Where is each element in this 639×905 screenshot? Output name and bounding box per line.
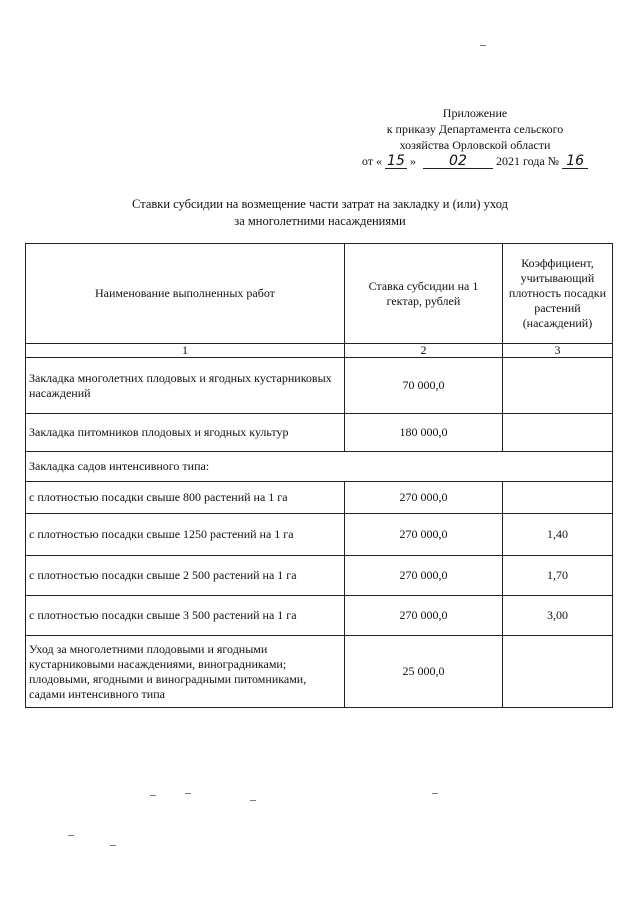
row-work-name: Закладка многолетних плодовых и ягодных кустарниковых насаждений [26,358,345,414]
row-rate: 270 000,0 [344,482,502,514]
row-work-name: с плотностью посадки свыше 800 растений на 1 га [26,482,345,514]
document-title-line2: за многолетними насаждениями [234,214,406,228]
date-prefix: от « [361,154,382,168]
row-rate: 25 000,0 [344,636,502,708]
row-coefficient: 3,00 [502,596,612,636]
header-density-coefficient: Коэффициент, учитывающий плотность посадки растений (насаждений) [502,244,612,344]
row-work-name: Закладка питомников плодовых и ягодных культур [26,414,345,452]
row-rate: 270 000,0 [344,556,502,596]
scan-speck [110,845,116,846]
row-coefficient: 1,70 [502,556,612,596]
document-title-line1: Ставки субсидии на возмещение части затрат на закладку и (или) уход [132,197,508,211]
date-day-handwritten: 15 [385,154,407,169]
scan-speck [432,793,438,794]
appendix-date-line [360,153,590,169]
row-work-name: с плотностью посадки свыше 3 500 растений на 1 га [26,596,345,636]
table-row [26,556,613,596]
table-row [26,636,613,708]
row-rate: 180 000,0 [344,414,502,452]
column-number-row [26,344,613,358]
appendix-order-ref: к приказу Департамента сельского [386,122,564,136]
row-coefficient [502,636,612,708]
row-coefficient [502,414,612,452]
date-month-handwritten: 02 [423,154,493,169]
date-year: 2021 года № [495,154,560,168]
row-rate: 270 000,0 [344,514,502,556]
appendix-department: хозяйства Орловской области [399,138,551,152]
column-number-1: 1 [26,344,345,358]
scan-speck [68,835,74,836]
row-coefficient [502,482,612,514]
column-number-2: 2 [344,344,502,358]
scan-speck [480,45,486,46]
row-work-name: с плотностью посадки свыше 2 500 растений на 1 га [26,556,345,596]
row-work-name: Уход за многолетними плодовыми и ягодными кустарниковыми насаждениями, виноградниками; плодовыми, ягодными и виноградными питомниками, садами интенсивного типа [26,636,345,708]
subsidy-rates-table [25,243,613,708]
row-coefficient: 1,40 [502,514,612,556]
document-title [60,196,580,230]
scan-speck [150,795,156,796]
table-row [26,358,613,414]
table-row-section [26,452,613,482]
appendix-title: Приложение [442,106,508,120]
appendix-header [360,105,590,169]
row-rate: 270 000,0 [344,596,502,636]
table-header-row [26,244,613,344]
column-number-3: 3 [502,344,612,358]
table-row [26,414,613,452]
date-sep: » [409,154,416,168]
row-coefficient [502,358,612,414]
table-row [26,482,613,514]
table-row [26,514,613,556]
scan-speck [250,800,256,801]
header-work-name: Наименование выполненных работ [26,244,345,344]
scan-speck [185,793,191,794]
order-number-handwritten: 16 [562,154,588,169]
row-work-name: с плотностью посадки свыше 1250 растений на 1 га [26,514,345,556]
row-section-title: Закладка садов интенсивного типа: [26,452,613,482]
header-subsidy-rate: Ставка субсидии на 1 гектар, рублей [344,244,502,344]
row-rate: 70 000,0 [344,358,502,414]
table-row [26,596,613,636]
